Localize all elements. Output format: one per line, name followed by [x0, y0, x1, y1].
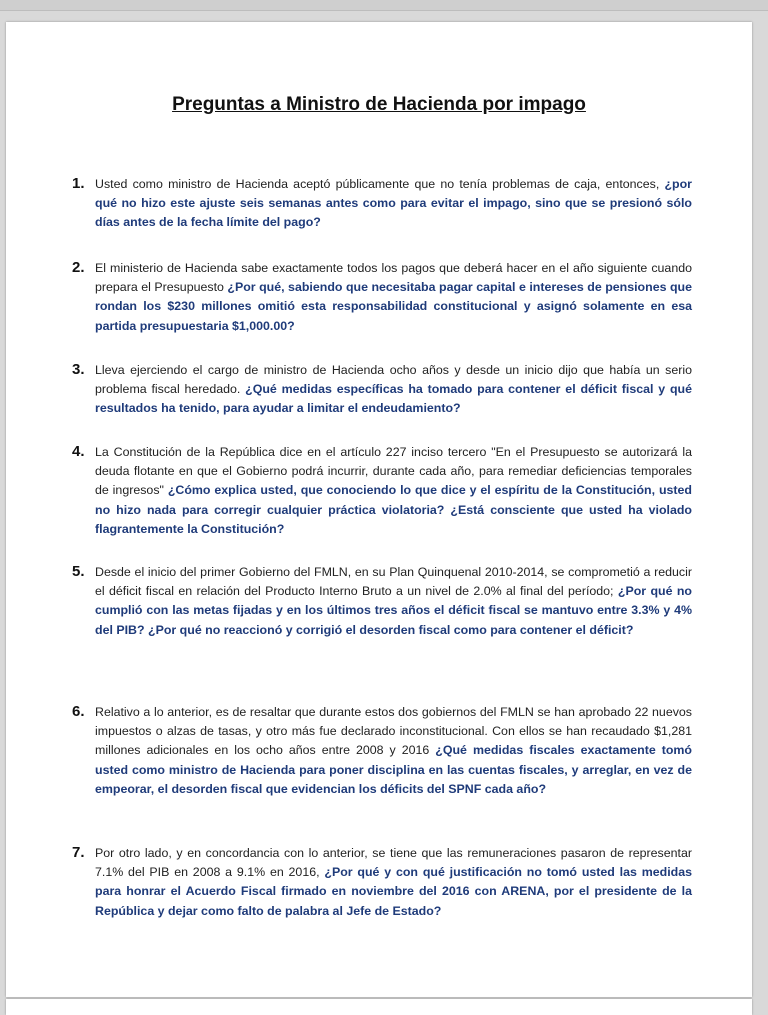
question-ask: ¿Qué medidas fiscales exactamente tomó usted como ministro de Hacienda para poner disciplina en las cuentas fiscales, y arreglar, en vez de empeorar, el desorden fiscal que evidencian los déficits del SPNF cada año? — [95, 743, 693, 796]
document-title: Preguntas a Ministro de Hacienda por impago — [172, 94, 586, 115]
question-text — [95, 175, 692, 233]
question-number: 2. — [72, 259, 85, 276]
viewer-top-strip — [0, 0, 768, 11]
question-statement: Lleva ejerciendo el cargo de ministro de Hacienda ocho años y desde un inicio dijo que había un serio problema fiscal heredado. — [95, 363, 692, 397]
question-text — [95, 443, 692, 539]
question-3 — [72, 361, 692, 419]
question-text — [95, 563, 692, 640]
question-ask: ¿Cómo explica usted, que conociendo lo que dice y el espíritu de la Constitución, usted no hizo nada para corregir cualquier práctica violatoria? ¿Está consciente que usted ha violado flagrantemente la Constitución? — [95, 483, 693, 536]
question-statement: Relativo a lo anterior, es de resaltar que durante estos dos gobiernos del FMLN se han aprobado 22 nuevos impuestos o alzas de tasas, y otro más fue declarado inconstitucional. Con ellos se han recaudado $1,281 millones adicionales en los ocho años entre 2008 y 2016 — [95, 705, 692, 758]
question-text — [95, 259, 692, 336]
question-4 — [72, 443, 692, 539]
question-statement: Por otro lado, y en concordancia con lo anterior, se tiene que las remuneraciones pasaron de representar 7.1% del PIB en 2008 a 9.1% en 2016, — [95, 846, 692, 880]
question-statement: La Constitución de la República dice en el artículo 227 inciso tercero "En el Presupuesto se autorizará la deuda flotante en que el Gobierno podrá incurrir, durante cada año, para remediar deficiencias temporales de ingresos" — [95, 445, 692, 498]
question-text — [95, 703, 692, 799]
question-statement: Usted como ministro de Hacienda aceptó públicamente que no tenía problemas de caja, entonces, — [95, 177, 665, 191]
question-5 — [72, 563, 692, 640]
question-ask: ¿Por qué no cumplió con las metas fijadas y en los últimos tres años el déficit fiscal se mantuvo entre 3.3% y 4% del PIB? ¿Por qué no reaccionó y corrigió el desorden fiscal como para contener el déficit? — [95, 584, 692, 637]
question-ask: ¿por qué no hizo este ajuste seis semanas antes como para evitar el impago, sino que se presionó sólo días antes de la fecha límite del pago? — [95, 177, 692, 230]
question-number: 5. — [72, 563, 85, 580]
question-text — [95, 361, 692, 419]
question-6 — [72, 703, 692, 799]
document-page — [6, 22, 752, 997]
question-statement: El ministerio de Hacienda sabe exactamente todos los pagos que deberá hacer en el año siguiente cuando prepara el Presupuesto — [95, 261, 692, 295]
question-ask: ¿Por qué, sabiendo que necesitaba pagar capital e intereses de pensiones que rondan los $230 millones omitió esta responsabilidad constitucional y asignó solamente en esa partida presupuestaria $1,000.00? — [95, 280, 692, 333]
question-ask: ¿Por qué y con qué justificación no tomó usted las medidas para honrar el Acuerdo Fiscal firmado en noviembre del 2016 con ARENA, por el presidente de la República y dejar como falto de palabra al Jefe de Estado? — [95, 865, 692, 918]
question-number: 3. — [72, 361, 85, 378]
question-number: 6. — [72, 703, 85, 720]
question-number: 1. — [72, 175, 85, 192]
next-page-edge — [6, 999, 752, 1015]
question-statement: Desde el inicio del primer Gobierno del FMLN, en su Plan Quinquenal 2010-2014, se comprometió a reducir el déficit fiscal en relación del Producto Interno Bruto a un nivel de 2.0% al final del período; — [95, 565, 692, 599]
question-number: 7. — [72, 844, 85, 861]
question-number: 4. — [72, 443, 85, 460]
question-ask: ¿Qué medidas específicas ha tomado para contener el déficit fiscal y qué resultados ha tenido, para ayudar a limitar el endeudamiento? — [95, 382, 692, 416]
question-text — [95, 844, 692, 921]
question-7 — [72, 844, 692, 921]
question-2 — [72, 259, 692, 336]
question-1 — [72, 175, 692, 233]
